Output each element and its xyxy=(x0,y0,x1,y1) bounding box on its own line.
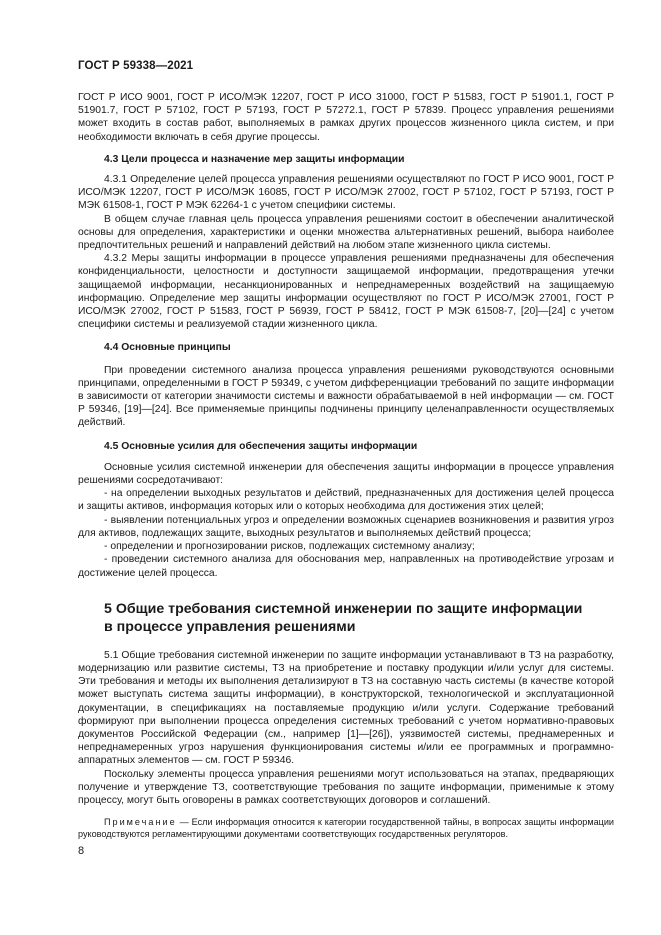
list-item: - определении и прогнозировании рисков, подлежащих системному анализу; xyxy=(104,541,475,553)
list-item: - проведении системного анализа для обоснования мер, направленных на противодействие угрозам и достижение целей процесса. xyxy=(78,554,614,579)
section-4-5-title: 4.5 Основные усилия для обеспечения защиты информации xyxy=(104,440,418,452)
note-paragraph xyxy=(78,816,614,840)
intro-paragraph: ГОСТ Р ИСО 9001, ГОСТ Р ИСО/МЭК 12207, ГОСТ Р ИСО 31000, ГОСТ Р 51583, ГОСТ Р 51901.1, ГОСТ Р 51901.7, ГОСТ Р 57102, ГОСТ Р 57193, ГОСТ Р 57272.1, ГОСТ Р 57839. Процесс управления решениями может входить в состав работ, выполняемых в рамках других процессов жизненного цикла систем, и при необходимости включать в себя другие процессы. xyxy=(78,92,614,143)
section-5-title xyxy=(78,600,614,636)
list-item: - выявлении потенциальных угроз и определении возможных сценариев возникновения и развития угроз для активов, подлежащих защите, выходных результатов и выполняемых действий процесса; xyxy=(78,514,614,539)
section-5-title-line-2: в процессе управления решениями xyxy=(104,618,356,635)
paragraph-4-3-2: 4.3.2 Меры защиты информации в процессе управления решениями предназначены для обеспечения конфиденциальности, целостности и доступности защищаемой информации, предотвращения утечки защищаемой информации, несанкционированных и непреднамеренных воздействий на защищаемую информацию. Определение мер защиты информации осуществляют по ГОСТ Р ИСО/МЭК 27001, ГОСТ Р ИСО/МЭК 27002, ГОСТ Р 51583, ГОСТ Р 56939, ГОСТ Р 58412, ГОСТ Р МЭК 61508-7, [20]—[24] с учетом специфики системы и реализуемой стадии жизненного цикла. xyxy=(78,253,614,331)
paragraph-4-3-main-goal: В общем случае главная цель процесса управления решениями состоит в обеспечении аналитической основы для определения, характеристики и оценки множества альтернативных решений, выбора наиболее предпочтительных решений и направлений действий на любом этапе жизненного цикла системы. xyxy=(78,213,614,252)
page-body xyxy=(78,91,614,841)
paragraph-4-3-1: 4.3.1 Определение целей процесса управления решениями осуществляют по ГОСТ Р ИСО 9001, ГОСТ Р ИСО/МЭК 12207, ГОСТ Р ИСО/МЭК 16085, ГОСТ Р ИСО/МЭК 27002, ГОСТ Р 57102, ГОСТ Р 57193, ГОСТ Р МЭК 61508-1, ГОСТ Р МЭК 62264-1 с учетом специфики системы. xyxy=(78,174,614,212)
note-label: Примечание xyxy=(104,817,177,828)
paragraph-5-1: 5.1 Общие требования системной инженерии по защите информации устанавливают в ТЗ на разработку, модернизацию или развитие системы, ТЗ на приобретение и поставку продукции и/или услуг для системы. Эти требования и методы их выполнения детализируют в ТЗ на составную часть системы (в качестве которой может выступать система защиты информации), в конструкторской, технологической и эксплуатационной документации, в спецификациях на поставляемые продукцию и/или услуги. Содержание требований формируют при выполнении процесса определения системных требований с учетом нормативно-правовых документов Российской Федерации (см., например [1]—[26]), уязвимостей системы, преднамеренных и непреднамеренных угроз нарушения функционирования системы и/или ее программных и программно-аппаратных элементов — см. ГОСТ Р 59346. xyxy=(78,649,614,767)
page-number: 8 xyxy=(78,845,85,857)
section-4-4-title: 4.4 Основные принципы xyxy=(104,342,231,354)
note-text: — Если информация относится к категории государственной тайны, в вопросах защиты информации руководствуются регламентирующими документами соответствующих государственных регуляторов. xyxy=(78,817,614,840)
paragraph-5-1-continued: Поскольку элементы процесса управления решениями могут использоваться на этапах, предваряющих получение и утверждение ТЗ, соответствующие требования по защите информации, применимые к этому процессу, могут быть оговорены в рамках соответствующих договоров и соглашений. xyxy=(78,768,614,806)
section-5-title-line-1: 5 Общие требования системной инженерии по защите информации xyxy=(104,600,583,617)
paragraph-4-5: Основные усилия системной инженерии для обеспечения защиты информации в процессе управления решениями сосредотачивают: xyxy=(78,461,614,487)
running-header: ГОСТ Р 59338—2021 xyxy=(78,60,194,72)
paragraph-4-4: При проведении системного анализа процесса управления решениями руководствуются основными принципами, определенными в ГОСТ Р 59349, с учетом дифференциации требований по защите информации в зависимости от категории значимости системы и важности обрабатываемой в ней информации — см. ГОСТ Р 59346, [19]—[24]. Все применяемые принципы подчинены принципу целенаправленности осуществляемых действий. xyxy=(78,364,614,429)
section-4-3-title: 4.3 Цели процесса и назначение мер защиты информации xyxy=(104,153,405,165)
list-item: - на определении выходных результатов и действий, предназначенных для достижения целей процесса и защиты активов, информация которых или о которых необходима для достижения этих целей; xyxy=(78,488,614,513)
